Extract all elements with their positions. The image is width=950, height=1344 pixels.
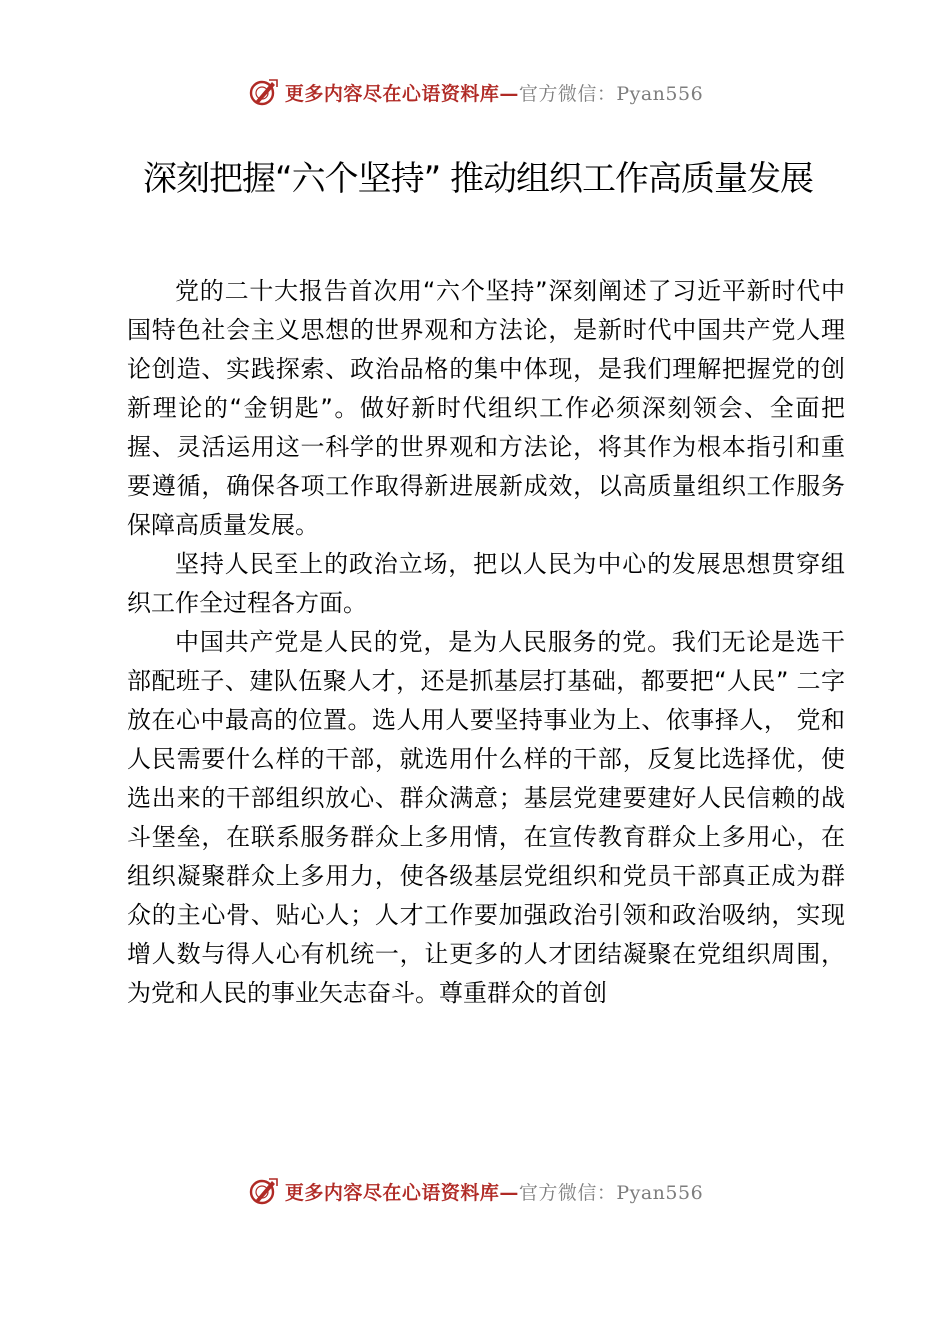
footer-banner-text xyxy=(285,1178,703,1205)
document-title: 深刻把握“六个坚持” 推动组织工作高质量发展 xyxy=(142,159,814,199)
header-banner xyxy=(0,72,950,112)
pen-nib-circle-icon xyxy=(247,1175,279,1207)
footer-banner-wechat: 官方微信：Pyan556 xyxy=(518,1181,704,1204)
header-banner-wechat: 官方微信：Pyan556 xyxy=(518,82,704,105)
body-paragraph-1: 党的二十大报告首次用“六个坚持”深刻阐述了习近平新时代中国特色社会主义思想的世界观和方法论，是新时代中国共产党人理论创造、实践探索、政治品格的集中体现，是我们理解把握党的创新理论的“金钥匙”。做好新时代组织工作必须深刻领会、全面把握、灵活运用这一科学的世界观和方法论，将其作为根本指引和重要遵循，确保各项工作取得新进展新成效，以高质量组织工作服务保障高质量发展。 xyxy=(127,277,845,539)
footer-banner xyxy=(0,1171,950,1211)
body-paragraph-2: 坚持人民至上的政治立场，把以人民为中心的发展思想贯穿组织工作全过程各方面。 xyxy=(127,550,845,617)
document-body xyxy=(127,272,845,1013)
body-paragraph-3: 中国共产党是人民的党，是为人民服务的党。我们无论是选干部配班子、建队伍聚人才，还是抓基层打基础，都要把“人民” 二字放在心中最高的位置。选人用人要坚持事业为上、依事择人， 党和人民需要什么样的干部，就选用什么样的干部，反复比选择优，使选出来的干部组织放心、群众满意；基层党建要建好人民信赖的战斗堡垒，在联系服务群众上多用情，在宣传教育群众上多用心，在组织凝聚群众上多用力，使各级基层党组织和党员干部真正成为群众的主心骨、贴心人；人才工作要加强政治引领和政治吸纳，实现增人数与得人心有机统一，让更多的人才团结凝聚在党组织周围，为党和人民的事业矢志奋斗。尊重群众的首创 xyxy=(127,628,845,1007)
header-banner-label: 更多内容尽在心语资料库— xyxy=(284,82,519,105)
header-banner-text xyxy=(285,79,703,106)
footer-banner-label: 更多内容尽在心语资料库— xyxy=(284,1181,519,1204)
pen-nib-circle-icon xyxy=(247,76,279,108)
